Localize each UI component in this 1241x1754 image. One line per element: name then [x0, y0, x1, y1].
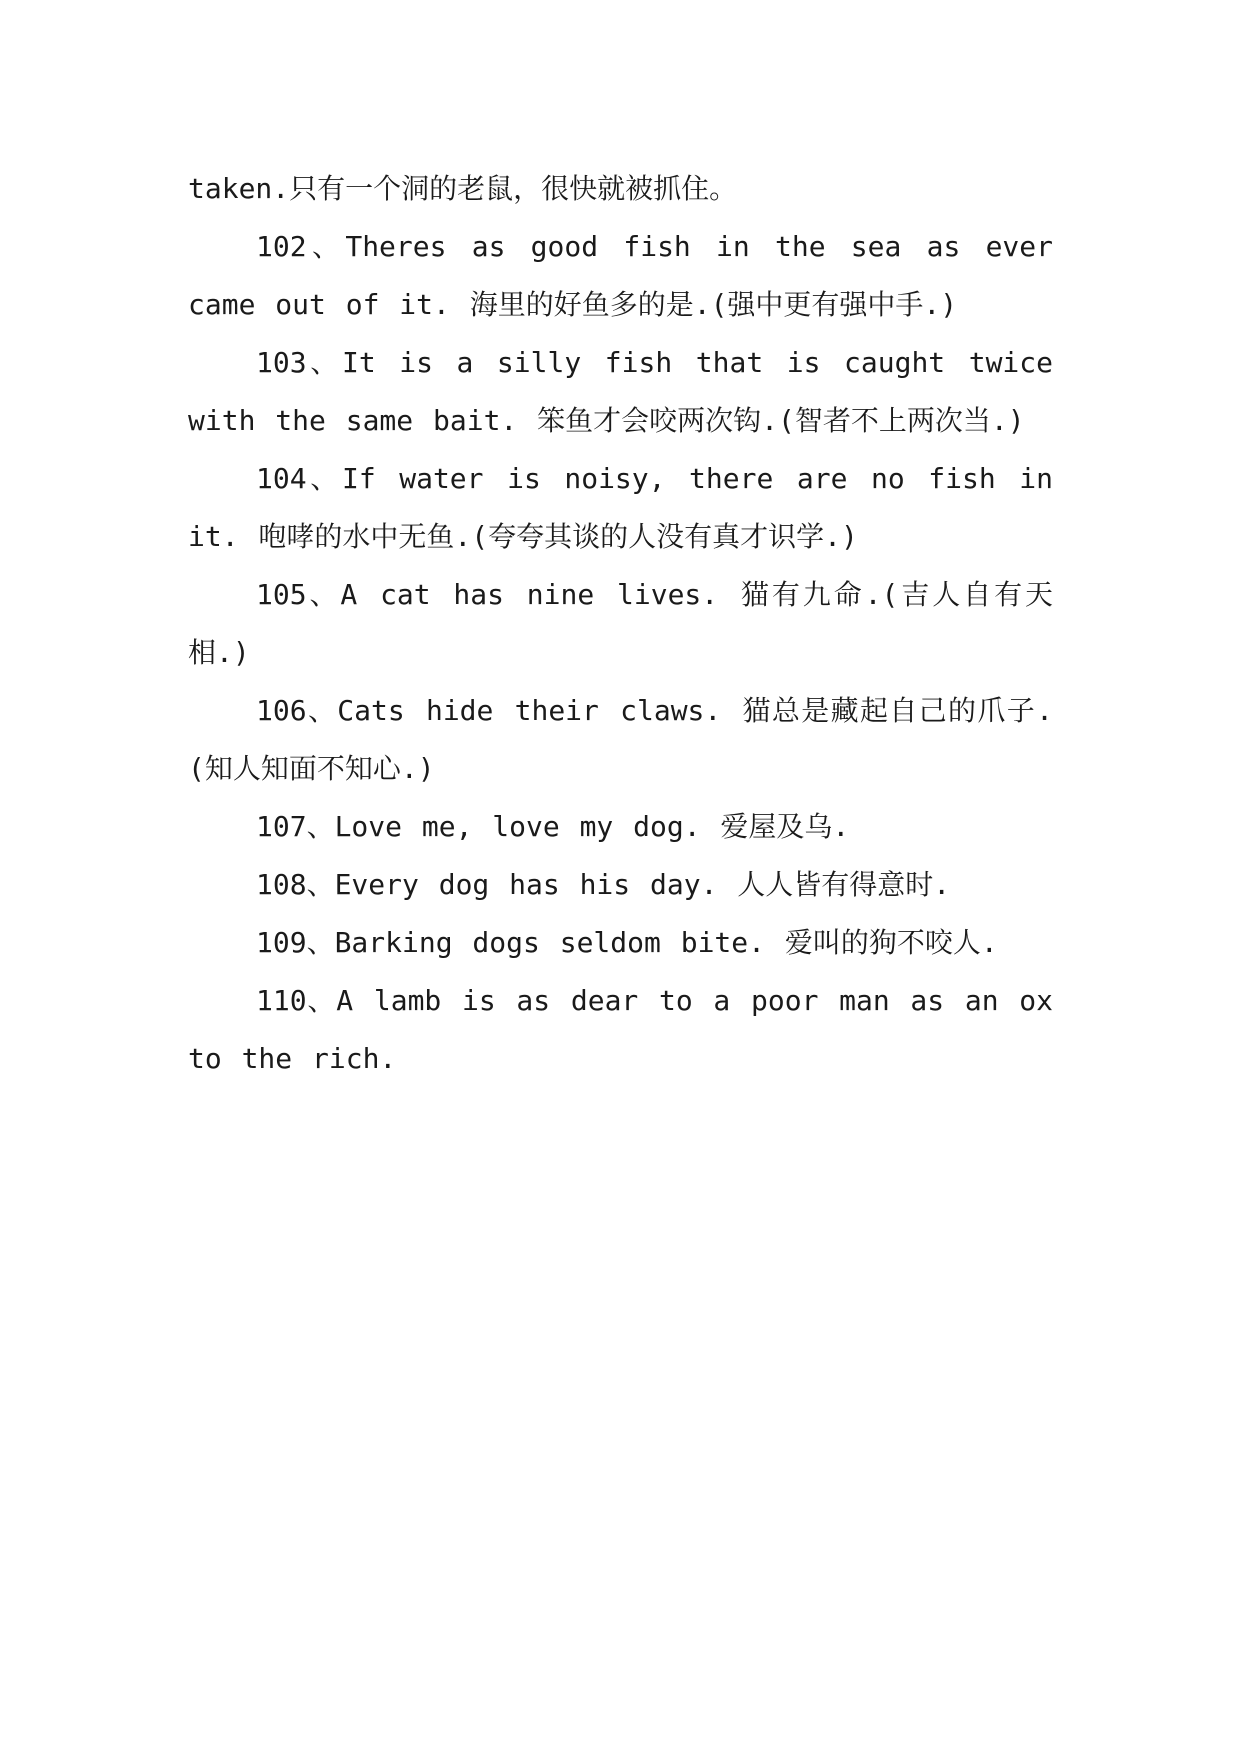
proverb-109: 109、Barking dogs seldom bite. 爱叫的狗不咬人. — [256, 926, 998, 959]
proverb-102: 102、Theres as good fish in the sea as ever came out of it. 海里的好鱼多的是.(强中更有强中手.) — [188, 230, 1053, 321]
proverb-108: 108、Every dog has his day. 人人皆有得意时. — [256, 868, 951, 901]
proverb-104: 104、If water is noisy, there are no fish in it. 咆哮的水中无鱼.(夸夸其谈的人没有真才识学.) — [188, 462, 1053, 553]
proverb-110: 110、A lamb is as dear to a poor man as an ox to the rich. — [188, 984, 1053, 1075]
proverb-103: 103、It is a silly fish that is caught twice with the same bait. 笨鱼才会咬两次钩.(智者不上两次当.) — [188, 346, 1053, 437]
proverb-106: 106、Cats hide their claws. 猫总是藏起自己的爪子.(知人知面不知心.) — [188, 694, 1053, 785]
paragraph-continuation: taken.只有一个洞的老鼠，很快就被抓住。 — [188, 172, 738, 205]
proverb-105: 105、A cat has nine lives. 猫有九命.(吉人自有天相.) — [188, 578, 1053, 669]
proverb-107: 107、Love me, love my dog. 爱屋及乌. — [256, 810, 850, 843]
document-body — [188, 160, 1053, 1088]
